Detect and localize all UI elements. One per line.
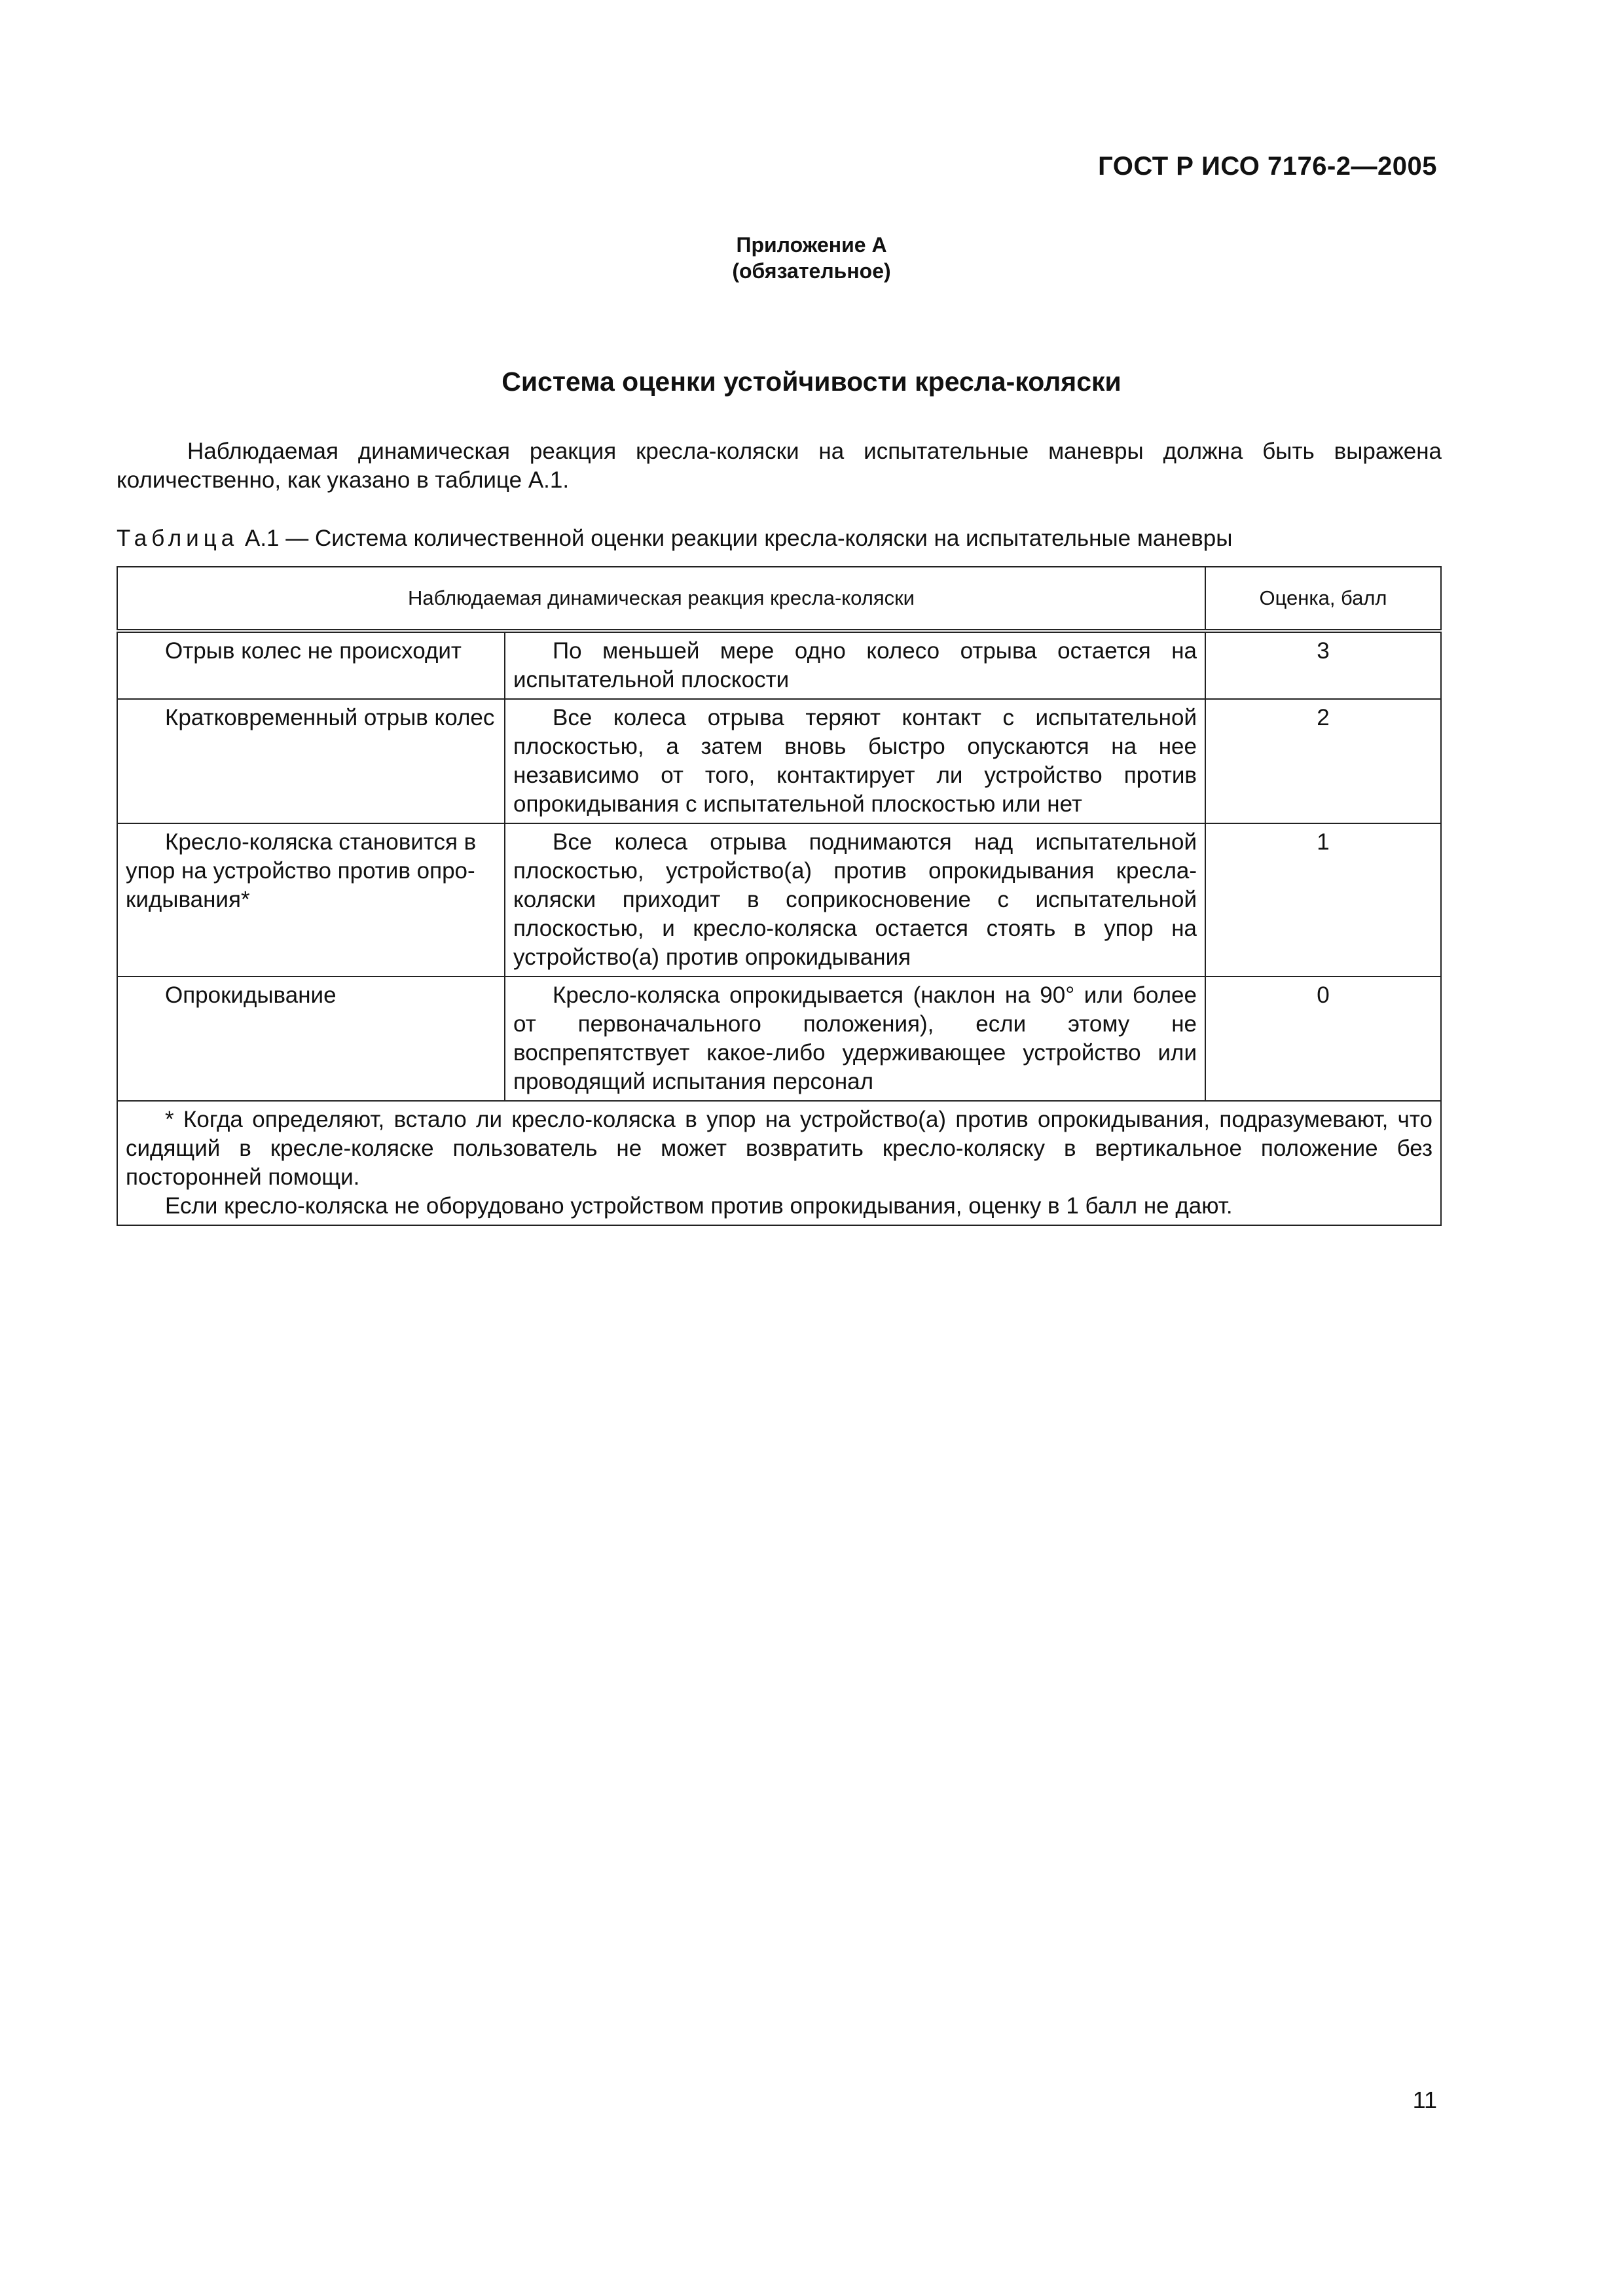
score-cell: 0 xyxy=(1205,977,1441,1101)
score-cell: 2 xyxy=(1205,699,1441,823)
footnote: * Когда определяют, встало ли кресло-коляска в упор на устройство(а) против опрокидывания, подразумевают, что сидящий в кресле-коляске пользователь не может возвратить кресло-коляску в вертикальное положение без посторонней помощи. xyxy=(126,1107,1432,1190)
reaction-cell xyxy=(117,823,505,977)
reaction-text: Кресло-коляска становится в упор на устройство против опро-кидывания* xyxy=(126,829,477,912)
table-caption-text: А.1 — Система количественной оценки реакции кресла-коляски на испытательные маневры xyxy=(244,526,1233,551)
score-table xyxy=(117,566,1442,1226)
description-cell: Все колеса отрыва теряют контакт с испытательной плоскостью, а затем вновь быстро опускаются на нее независимо от того, контактирует ли устройство против опрокидывания с испытательной плоскостью или нет xyxy=(505,699,1205,823)
description-cell: По меньшей мере одно колесо отрыва остается на испытательной плоскости xyxy=(505,631,1205,699)
header-reaction: Наблюдаемая динамическая реакция кресла-коляски xyxy=(117,567,1205,631)
table-header-row xyxy=(117,567,1441,631)
annex-heading xyxy=(0,232,1623,284)
reaction-cell xyxy=(117,699,505,823)
reaction-text: Опрокидывание xyxy=(165,982,337,1008)
description-cell: Все колеса отрыва поднимаются над испытательной плоскостью, устройство(а) против опрокидывания кресла-коляски приходит в соприкосновение с испытательной плоскостью, и кресло-коляска остается стоять в упор на устройство(а) против опрокидывания xyxy=(505,823,1205,977)
annex-status: (обязательное) xyxy=(732,259,891,283)
table-row xyxy=(117,631,1441,699)
table-note-row xyxy=(117,1101,1441,1225)
reaction-cell xyxy=(117,977,505,1101)
document-code: ГОСТ Р ИСО 7176-2—2005 xyxy=(1098,152,1437,181)
note-no-device: Если кресло-коляска не оборудовано устройством против опрокидывания, оценку в 1 балл не дают. xyxy=(165,1193,1233,1219)
table-caption xyxy=(117,526,1232,552)
description-cell: Кресло-коляска опрокидывается (наклон на 90° или более от первоначального положения), если этому не воспрепятствует какое-либо удерживающее устройство или проводящий испытания персонал xyxy=(505,977,1205,1101)
annex-title: Приложение А xyxy=(736,233,887,257)
page-number: 11 xyxy=(1412,2087,1437,2113)
section-title: Система оценки устойчивости кресла-коляски xyxy=(501,367,1122,397)
score-cell: 1 xyxy=(1205,823,1441,977)
score-cell: 3 xyxy=(1205,631,1441,699)
reaction-text: Кратковременный отрыв колес xyxy=(165,705,495,730)
table-row xyxy=(117,977,1441,1101)
table-row xyxy=(117,699,1441,823)
table-row xyxy=(117,823,1441,977)
table-caption-label: Таблица xyxy=(117,526,239,551)
table-note xyxy=(117,1101,1441,1225)
header-score: Оценка, балл xyxy=(1205,567,1441,631)
intro-paragraph: Наблюдаемая динамическая реакция кресла-коляски на испытательные маневры должна быть выражена количественно, как указано в таблице А.1. xyxy=(117,439,1442,493)
reaction-text: Отрыв колес не происходит xyxy=(165,638,462,664)
reaction-cell xyxy=(117,631,505,699)
